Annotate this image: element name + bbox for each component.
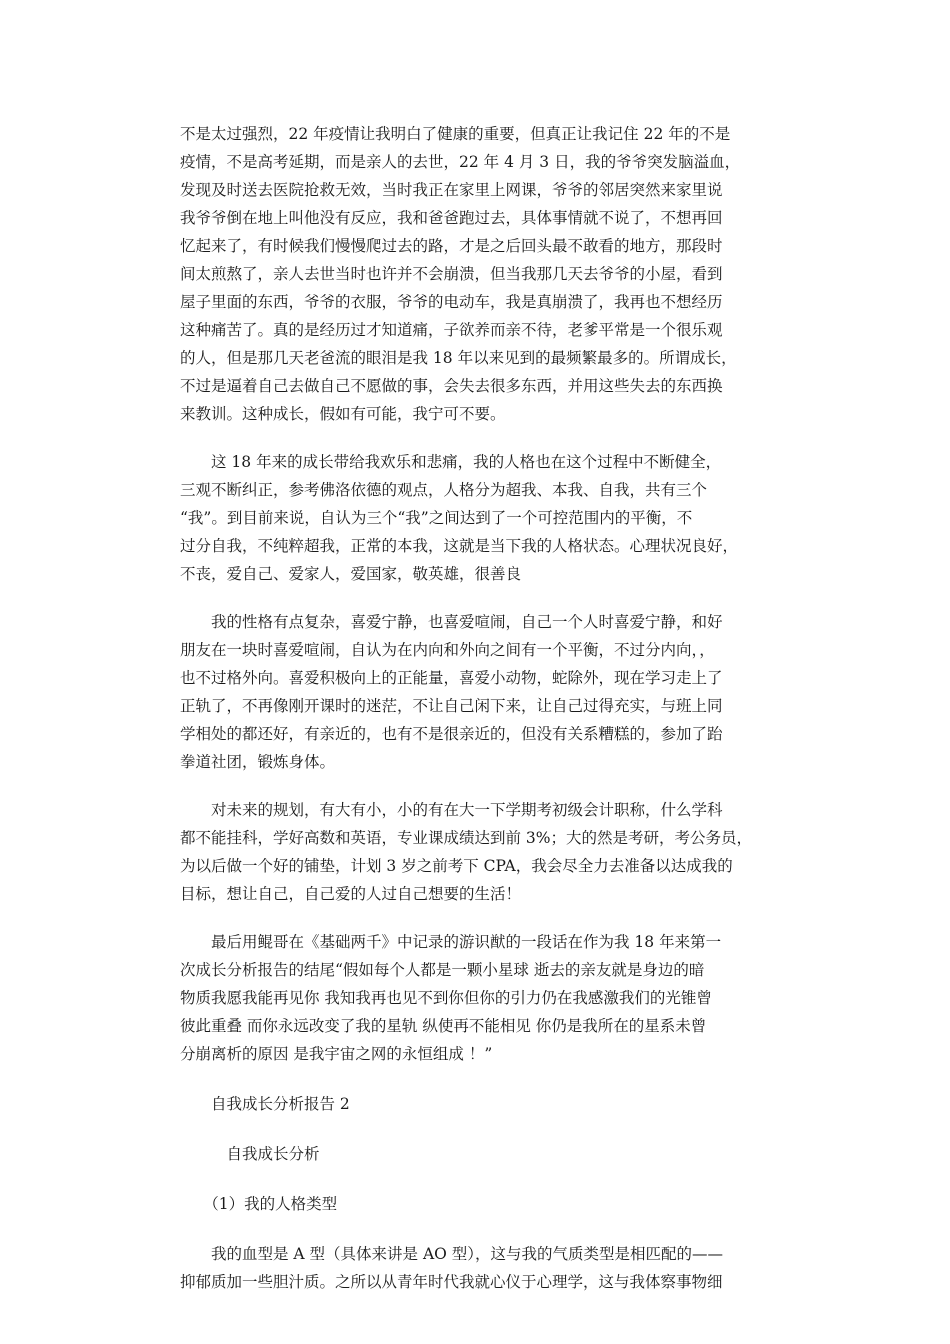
text-line: 为以后做一个好的铺垫，计划 3 岁之前考下 CPA，我会尽全力去准备以达成我的 <box>180 857 733 875</box>
paragraph-5 <box>180 928 770 1068</box>
paragraph-gap <box>180 908 770 928</box>
text-line: 过分自我，不纯粹超我，正常的本我，这就是当下我的人格状态。心理状况良好， <box>180 537 739 555</box>
text-line: 我爷爷倒在地上叫他没有反应，我和爸爸跑过去，具体事情就不说了，不想再回 <box>180 209 723 227</box>
paragraph-3 <box>180 608 770 776</box>
text-line: 疫情，不是高考延期，而是亲人的去世，22 年 4 月 3 日，我的爷爷突发脑溢血， <box>180 153 741 171</box>
text-line: 次成长分析报告的结尾“假如每个人都是一颗小星球 逝去的亲友就是身边的暗 <box>180 961 705 979</box>
paragraph-4 <box>180 796 770 908</box>
text-line: 抑郁质加一些胆汁质。之所以从青年时代我就心仪于心理学，这与我体察事物细 <box>180 1273 723 1291</box>
text-line: 物质我愿我能再见你 我知我再也见不到你但你的引力仍在我感激我们的光锥曾 <box>180 989 712 1007</box>
subsection-heading <box>180 1190 770 1218</box>
paragraph-gap <box>180 1218 770 1240</box>
paragraph-1 <box>180 120 770 428</box>
text-line: 自我成长分析 <box>180 1145 320 1163</box>
text-line: 拳道社团，锻炼身体。 <box>180 753 336 771</box>
paragraph-gap <box>180 428 770 448</box>
text-line: 我的血型是 A 型（具体来讲是 AO 型），这与我的气质类型是相匹配的—— <box>180 1245 724 1263</box>
paragraph-gap <box>180 1118 770 1140</box>
text-line: 朋友在一块时喜爱喧闹，自认为在内向和外向之间有一个平衡，不过分内向，， <box>180 641 715 659</box>
text-line: 忆起来了，有时候我们慢慢爬过去的路，才是之后回头最不敢看的地方，那段时 <box>180 237 723 255</box>
paragraph-gap <box>180 1168 770 1190</box>
text-line: 的人，但是那几天老爸流的眼泪是我 18 年以来见到的最频繁最多的。所谓成长， <box>180 349 737 367</box>
text-line: 不丧，爱自己、爱家人，爱国家，敬英雄，很善良 <box>180 565 522 583</box>
text-line: 我的性格有点复杂，喜爱宁静，也喜爱喧闹，自己一个人时喜爱宁静，和好 <box>180 613 723 631</box>
text-line: （1）我的人格类型 <box>180 1195 338 1213</box>
text-line: 间太煎熬了，亲人去世当时也许并不会崩溃，但当我那几天去爷爷的小屋，看到 <box>180 265 723 283</box>
paragraph-gap <box>180 1068 770 1090</box>
paragraph-gap <box>180 588 770 608</box>
text-line: 不是太过强烈，22 年疫情让我明白了健康的重要，但真正让我记住 22 年的不是 <box>180 125 731 143</box>
text-line: 学相处的都还好，有亲近的，也有不是很亲近的，但没有关系糟糕的，参加了跆 <box>180 725 723 743</box>
text-line: 这种痛苦了。真的是经历过才知道痛，子欲养而亲不待，老爹平常是一个很乐观 <box>180 321 723 339</box>
text-line: 三观不断纠正，参考佛洛依德的观点，人格分为超我、本我、自我，共有三个 <box>180 481 708 499</box>
text-line: 正轨了，不再像刚开课时的迷茫，不让自己闲下来，让自己过得充实，与班上同 <box>180 697 723 715</box>
text-line: 最后用鲲哥在《基础两千》中记录的游识猷的一段话在作为我 18 年来第一 <box>180 933 722 951</box>
text-line: 不过是逼着自己去做自己不愿做的事，会失去很多东西，并用这些失去的东西换 <box>180 377 723 395</box>
paragraph-9 <box>180 1240 770 1296</box>
text-line: 自我成长分析报告 2 <box>180 1095 350 1113</box>
section-title-report-2 <box>180 1090 770 1118</box>
text-line: 都不能挂科，学好高数和英语，专业课成绩达到前 3%；大的然是考研，考公务员， <box>180 829 753 847</box>
text-line: 分崩离析的原因 是我宇宙之网的永恒组成 ！” <box>180 1045 493 1063</box>
paragraph-gap <box>180 776 770 796</box>
text-line: 也不过格外向。喜爱积极向上的正能量，喜爱小动物，蛇除外，现在学习走上了 <box>180 669 723 687</box>
text-line: 屋子里面的东西，爷爷的衣服，爷爷的电动车，我是真崩溃了，我再也不想经历 <box>180 293 723 311</box>
text-line: 发现及时送去医院抢救无效，当时我正在家里上网课，爷爷的邻居突然来家里说 <box>180 181 723 199</box>
paragraph-2 <box>180 448 770 588</box>
text-line: 来教训。这种成长，假如有可能，我宁可不要。 <box>180 405 506 423</box>
text-line: 对未来的规划，有大有小，小的有在大一下学期考初级会计职称，什么学科 <box>180 801 723 819</box>
text-line: 这 18 年来的成长带给我欢乐和悲痛，我的人格也在这个过程中不断健全， <box>180 453 722 471</box>
text-line: “我”。到目前来说，自认为三个“我”之间达到了一个可控范围内的平衡，不 <box>180 509 693 527</box>
document-body <box>180 120 770 1296</box>
text-line: 目标，想让自己，自己爱的人过自己想要的生活！ <box>180 885 522 903</box>
section-heading <box>180 1140 770 1168</box>
text-line: 彼此重叠 而你永远改变了我的星轨 纵使再不能相见 你仍是我所在的星系未曾 <box>180 1017 707 1035</box>
